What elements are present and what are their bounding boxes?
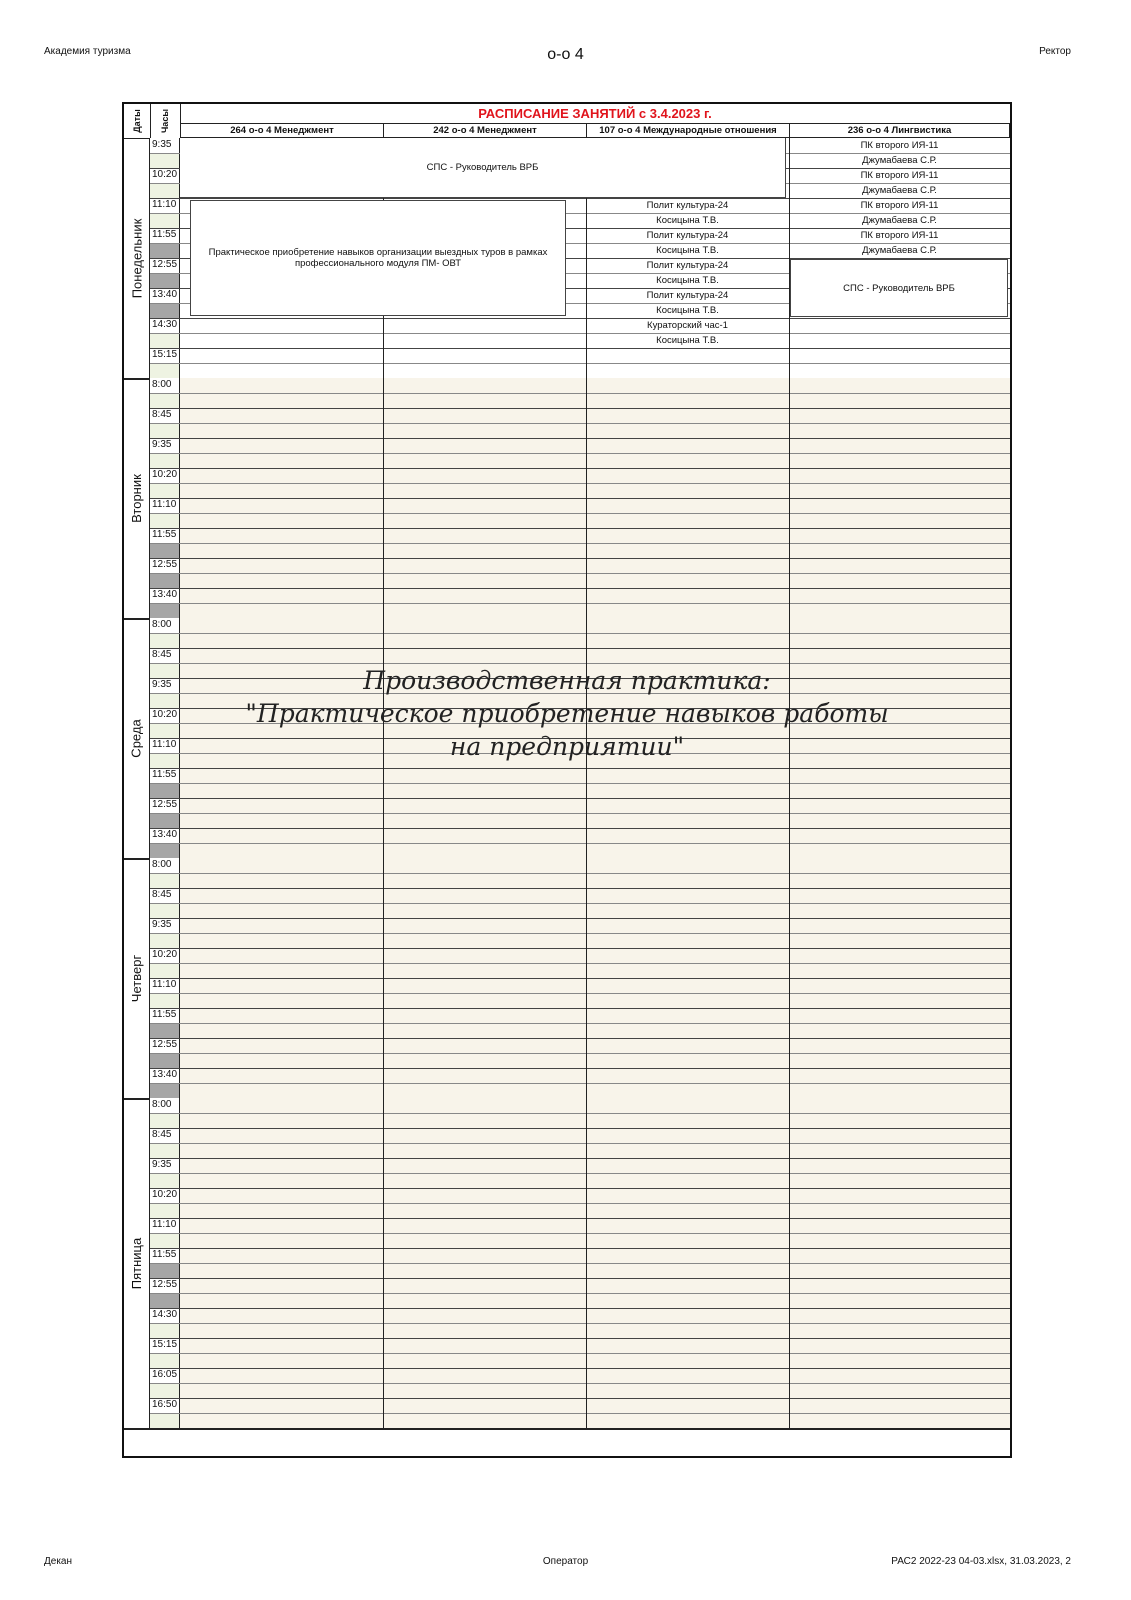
column-line	[586, 1098, 587, 1428]
day-name: Четверг	[129, 954, 145, 1002]
time-label: 11:10	[152, 979, 177, 990]
time-label: 12:55	[152, 1039, 178, 1050]
time-label: 12:55	[152, 559, 178, 570]
time-label: 13:40	[152, 589, 178, 600]
row-line	[150, 423, 1010, 424]
hours-header	[150, 104, 181, 139]
time-label: 8:45	[152, 409, 172, 420]
time-label: 8:45	[152, 889, 172, 900]
time-label: 8:00	[152, 859, 172, 870]
group-header-4: 236 о-о 4 Лингвистика	[789, 123, 1010, 138]
row-line	[150, 948, 1010, 949]
sps-block: СПС - Руководитель ВРБ	[180, 138, 786, 198]
lesson-cell: ПК второго ИЯ-11	[860, 230, 939, 241]
dates-label: Даты	[131, 109, 142, 133]
time-label: 13:40	[152, 1069, 178, 1080]
row-line	[150, 573, 1010, 574]
footer-file-info: РАС2 2022-23 04-03.xlsx, 31.03.2023, 2	[891, 1556, 1071, 1567]
row-line	[150, 903, 1010, 904]
row-line	[150, 363, 1010, 364]
row-line	[150, 483, 1010, 484]
row-line	[150, 588, 1010, 589]
time-label: 15:15	[152, 1339, 178, 1350]
day-label	[124, 858, 150, 1098]
time-label: 10:20	[152, 949, 178, 960]
lesson-cell: Полит культура-24	[646, 290, 729, 301]
time-label: 14:30	[152, 1309, 178, 1320]
lesson-cell: Джумабаева С.Р.	[862, 155, 937, 166]
time-label: 11:10	[152, 1219, 177, 1230]
time-label: 15:15	[152, 349, 178, 360]
time-label: 10:20	[152, 1189, 178, 1200]
row-line	[150, 798, 1010, 799]
row-line	[150, 1308, 1010, 1309]
column-line	[789, 1098, 790, 1428]
row-line	[150, 393, 1010, 394]
time-label: 13:40	[152, 829, 178, 840]
time-label: 9:35	[152, 919, 172, 930]
row-line	[150, 1293, 1010, 1294]
time-label: 12:55	[152, 799, 178, 810]
row-line	[150, 1233, 1010, 1234]
row-line	[150, 1413, 1010, 1414]
column-line	[383, 858, 384, 1098]
row-line	[150, 1158, 1010, 1159]
row-line	[150, 1278, 1010, 1279]
row-line	[150, 828, 1010, 829]
row-line	[150, 918, 1010, 919]
row-line	[150, 528, 1010, 529]
row-line	[150, 978, 1010, 979]
row-line	[150, 1143, 1010, 1144]
overlay-line-3: на предприятии"	[449, 732, 685, 761]
row-line	[150, 1338, 1010, 1339]
lesson-cell: Косицына Т.В.	[656, 245, 719, 256]
row-line	[150, 768, 1010, 769]
day-name: Вторник	[129, 473, 145, 523]
time-label: 10:20	[152, 169, 178, 180]
overlay-line-2: "Практическое приобретение навыков работы	[245, 699, 889, 728]
lesson-cell: Джумабаева С.Р.	[862, 245, 937, 256]
row-line	[150, 1203, 1010, 1204]
dates-header	[124, 104, 151, 139]
row-line	[150, 1068, 1010, 1069]
time-label: 11:10	[152, 739, 177, 750]
time-label: 10:20	[152, 469, 178, 480]
row-line	[150, 633, 1010, 634]
time-label: 11:55	[152, 1249, 177, 1260]
row-line	[150, 1008, 1010, 1009]
column-line	[586, 378, 587, 618]
column-line	[789, 378, 790, 618]
row-line	[150, 1023, 1010, 1024]
row-line	[150, 1083, 1010, 1084]
row-line	[150, 603, 1010, 604]
lesson-cell: ПК второго ИЯ-11	[860, 140, 939, 151]
time-label: 8:45	[152, 649, 172, 660]
lesson-cell: Косицына Т.В.	[656, 215, 719, 226]
practice-block: Практическое приобретение навыков организации выездных туров в рамках профессионального модуля ПМ- ОВТ	[190, 200, 566, 316]
row-line	[150, 408, 1010, 409]
row-line	[150, 543, 1010, 544]
group-header-1: 264 о-о 4 Менеджмент	[180, 123, 384, 138]
column-line	[789, 858, 790, 1098]
header-rector: Ректор	[1039, 46, 1071, 57]
time-label: 8:45	[152, 1129, 172, 1140]
time-label: 11:55	[152, 529, 177, 540]
group-header-2: 242 о-о 4 Менеджмент	[383, 123, 587, 138]
row-line	[150, 648, 1010, 649]
row-line	[150, 888, 1010, 889]
time-label: 11:10	[152, 499, 177, 510]
day-separator	[124, 1428, 1010, 1430]
row-line	[150, 993, 1010, 994]
lesson-cell: Джумабаева С.Р.	[862, 215, 937, 226]
time-label: 8:00	[152, 619, 172, 630]
time-label: 10:20	[152, 709, 178, 720]
row-line	[150, 933, 1010, 934]
lesson-cell: Кураторский час-1	[647, 320, 728, 331]
row-line	[150, 1113, 1010, 1114]
lesson-cell: Джумабаева С.Р.	[862, 185, 937, 196]
row-line	[150, 1398, 1010, 1399]
time-label: 11:10	[152, 199, 177, 210]
row-line	[150, 873, 1010, 874]
row-line	[150, 783, 1010, 784]
day-label	[124, 138, 150, 378]
time-label: 11:55	[152, 769, 177, 780]
row-line	[150, 453, 1010, 454]
time-label: 9:35	[152, 679, 172, 690]
row-line	[150, 513, 1010, 514]
row-line	[150, 1263, 1010, 1264]
day-label	[124, 1098, 150, 1428]
row-line	[150, 468, 1010, 469]
row-line	[150, 1248, 1010, 1249]
lesson-cell: Полит культура-24	[646, 260, 729, 271]
overlay-line-1: Производственная практика:	[363, 666, 771, 695]
time-label: 12:55	[152, 259, 178, 270]
lesson-cell: Косицына Т.В.	[656, 305, 719, 316]
column-line	[586, 858, 587, 1098]
column-line	[383, 1098, 384, 1428]
lesson-cell: Полит культура-24	[646, 230, 729, 241]
time-label: 8:00	[152, 379, 172, 390]
row-line	[150, 1368, 1010, 1369]
row-line	[150, 813, 1010, 814]
row-line	[150, 498, 1010, 499]
row-line	[150, 558, 1010, 559]
time-label: 16:05	[152, 1369, 178, 1380]
hours-label: Часы	[160, 108, 170, 134]
time-label: 11:55	[152, 1009, 177, 1020]
day-name: Среда	[129, 718, 145, 758]
row-line	[150, 1383, 1010, 1384]
footer-dean: Декан	[44, 1556, 73, 1567]
day-name: Пятница	[129, 1237, 144, 1289]
time-label: 8:00	[152, 1099, 172, 1110]
row-line	[150, 843, 1010, 844]
row-line	[150, 348, 1010, 349]
row-line	[150, 1188, 1010, 1189]
row-line	[150, 1173, 1010, 1174]
practice-overlay	[122, 664, 1012, 763]
row-line	[150, 1038, 1010, 1039]
row-line	[150, 1053, 1010, 1054]
time-label: 9:35	[152, 139, 172, 150]
time-label: 16:50	[152, 1399, 178, 1410]
time-label: 12:55	[152, 1279, 178, 1290]
group-header-3: 107 о-о 4 Международные отношения	[586, 123, 790, 138]
schedule-table	[122, 102, 1012, 1458]
row-line	[150, 1218, 1010, 1219]
time-label: 9:35	[152, 1159, 172, 1170]
time-label: 13:40	[152, 289, 178, 300]
header-group-code: о-о 4	[547, 46, 584, 63]
day-name: Понедельник	[129, 218, 145, 298]
row-line	[150, 1128, 1010, 1129]
lesson-cell: Косицына Т.В.	[656, 335, 719, 346]
header-institution: Академия туризма	[44, 46, 131, 57]
time-label: 11:55	[152, 229, 177, 240]
schedule-title: РАСПИСАНИЕ ЗАНЯТИЙ с 3.4.2023 г.	[478, 106, 712, 121]
time-label: 14:30	[152, 319, 178, 330]
row-line	[150, 318, 1010, 319]
day-label	[124, 378, 150, 618]
lesson-cell: ПК второго ИЯ-11	[860, 200, 939, 211]
footer-operator: Оператор	[542, 1556, 589, 1567]
row-line	[150, 1353, 1010, 1354]
lesson-cell: Косицына Т.В.	[656, 275, 719, 286]
lesson-cell: ПК второго ИЯ-11	[860, 170, 939, 181]
sps-block-linguistics: СПС - Руководитель ВРБ	[790, 259, 1008, 317]
row-line	[150, 333, 1010, 334]
row-line	[150, 438, 1010, 439]
row-line	[150, 1323, 1010, 1324]
row-line	[150, 963, 1010, 964]
column-line	[383, 378, 384, 618]
time-label: 9:35	[152, 439, 172, 450]
lesson-cell: Полит культура-24	[646, 200, 729, 211]
